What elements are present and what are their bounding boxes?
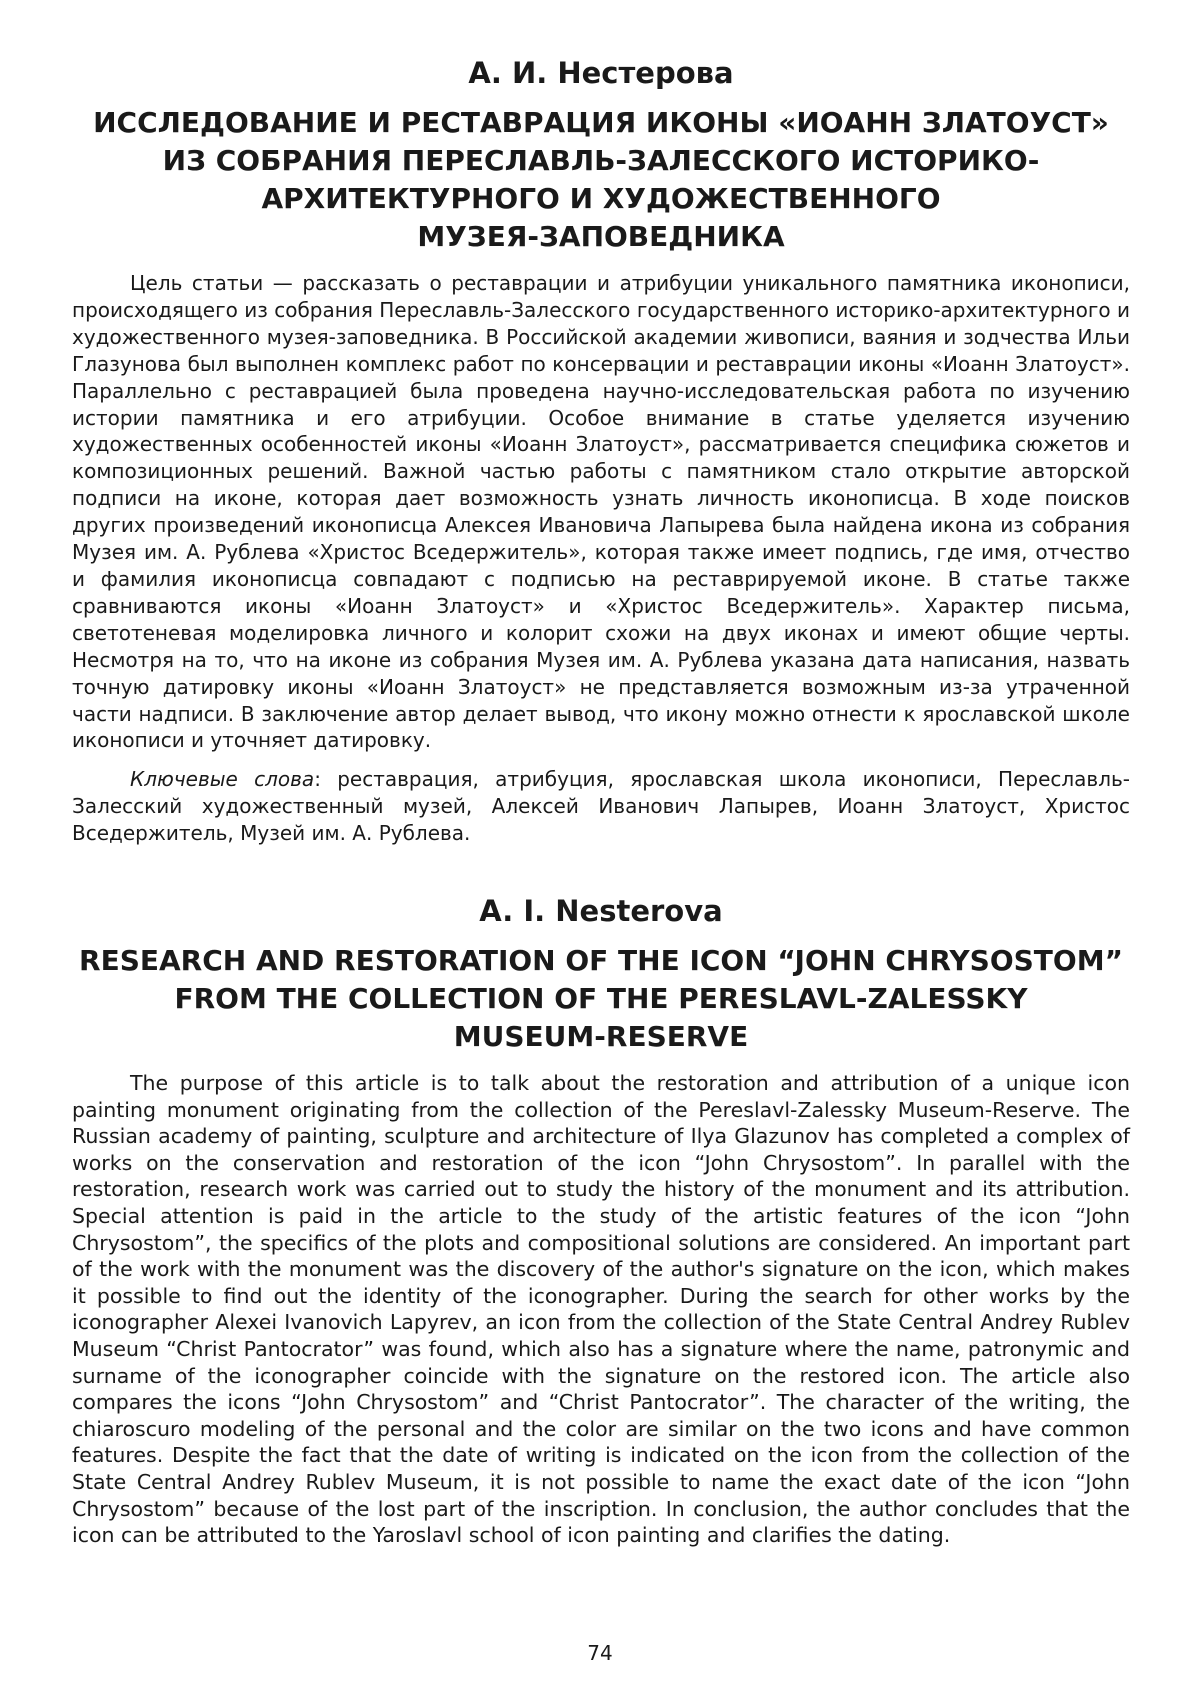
article-title-ru xyxy=(72,104,1130,256)
article-title-en xyxy=(72,942,1130,1056)
english-section xyxy=(72,894,1130,1549)
title-line: ИЗ СОБРАНИЯ ПЕРЕСЛАВЛЬ-ЗАЛЕССКОГО ИСТОРИКО- xyxy=(162,144,1040,177)
title-line: FROM THE COLLECTION OF THE PERESLAVL-ZALESSKY xyxy=(174,982,1028,1015)
abstract-ru: Цель статьи — рассказать о реставрации и атрибуции уникального памятника иконописи, происходящего из собрания Переславль-Залесского государственного историко-архитектурного и художественного музея-заповедника. В Российской академии живописи, ваяния и зодчества Ильи Глазунова был выполнен комплекс работ по консервации и реставрации иконы «Иоанн Златоуст». Параллельно с реставрацией была проведена научно-исследовательская работа по изучению истории памятника и его атрибуции. Особое внимание в статье уделяется изучению художественных особенностей иконы «Иоанн Златоуст», рассматривается специфика сюжетов и композиционных решений. Важной частью работы с памятником стало открытие авторской подписи на иконе, которая дает возможность узнать личность иконописца. В ходе поисков других произведений иконописца Алексея Ивановича Лапырева была найдена икона из собрания Музея им. А. Рублева «Христос Вседержитель», которая также имеет подпись, где имя, отчество и фамилия иконописца совпадают с подписью на реставрируемой иконе. В статье также сравниваются иконы «Иоанн Златоуст» и «Христос Вседержитель». Характер письма, светотеневая моделировка личного и колорит схожи на двух иконах и имеют общие черты. Несмотря на то, что на иконе из собрания Музея им. А. Рублева указана дата написания, назвать точную датировку иконы «Иоанн Златоуст» не представляется возможным из-за утраченной части надписи. В заключение автор делает вывод, что икону можно отнести к ярославской школе иконописи и уточняет датировку. xyxy=(72,271,1130,753)
keywords-label: Ключевые слова xyxy=(130,767,315,792)
page xyxy=(72,56,1130,1548)
abstract-en: The purpose of this article is to talk about the restoration and attribution of a unique icon painting monument originating from the collection of the Pereslavl-Zalessky Museum-Reserve. The Russian academy of painting, sculpture and architecture of Ilya Glazunov has completed a complex of works on the conservation and restoration of the icon “John Chrysostom”. In parallel with the restoration, research work was carried out to study the history of the monument and its attribution. Special attention is paid in the article to the study of the artistic features of the icon “John Chrysostom”, the specifics of the plots and compositional solutions are considered. An important part of the work with the monument was the discovery of the author's signature on the icon, which makes it possible to find out the identity of the iconographer. During the search for other works by the iconographer Alexei Ivanovich Lapyrev, an icon from the collection of the State Central Andrey Rublev Museum “Christ Pantocrator” was found, which also has a signature where the name, patronymic and surname of the iconographer coincide with the signature on the restored icon. The article also compares the icons “John Chrysostom” and “Christ Pantocrator”. The character of the writing, the chiaroscuro modeling of the personal and the color are similar on the two icons and have common features. Despite the fact that the date of writing is indicated on the icon from the collection of the State Central Andrey Rublev Museum, it is not possible to name the exact date of the icon “John Chrysostom” because of the lost part of the inscription. In conclusion, the author concludes that the icon can be attributed to the Yaroslavl school of icon painting and clarifies the dating. xyxy=(72,1071,1130,1548)
title-line: RESEARCH AND RESTORATION OF THE ICON “JOHN CHRYSOSTOM” xyxy=(79,944,1123,977)
russian-section xyxy=(72,56,1130,847)
page-number: 74 xyxy=(587,1641,613,1665)
keywords-list: : реставрация, атрибуция, ярославская школа иконописи, Переславль-Залесский художественный музей, Алексей Иванович Лапырев, Иоанн Златоуст, Христос Вседержитель, Музей им. А. Рублева. xyxy=(72,767,1130,846)
title-line: MUSEUM-RESERVE xyxy=(453,1020,749,1053)
title-line: ИССЛЕДОВАНИЕ И РЕСТАВРАЦИЯ ИКОНЫ «ИОАНН ЗЛАТОУСТ» xyxy=(93,106,1109,139)
author-name-en: A. I. Nesterova xyxy=(479,894,723,928)
title-line: АРХИТЕКТУРНОГО И ХУДОЖЕСТВЕННОГО xyxy=(261,182,941,215)
title-line: МУЗЕЯ-ЗАПОВЕДНИКА xyxy=(417,220,785,253)
keywords-ru xyxy=(72,766,1130,847)
author-name-ru: А. И. Нестерова xyxy=(468,56,734,90)
